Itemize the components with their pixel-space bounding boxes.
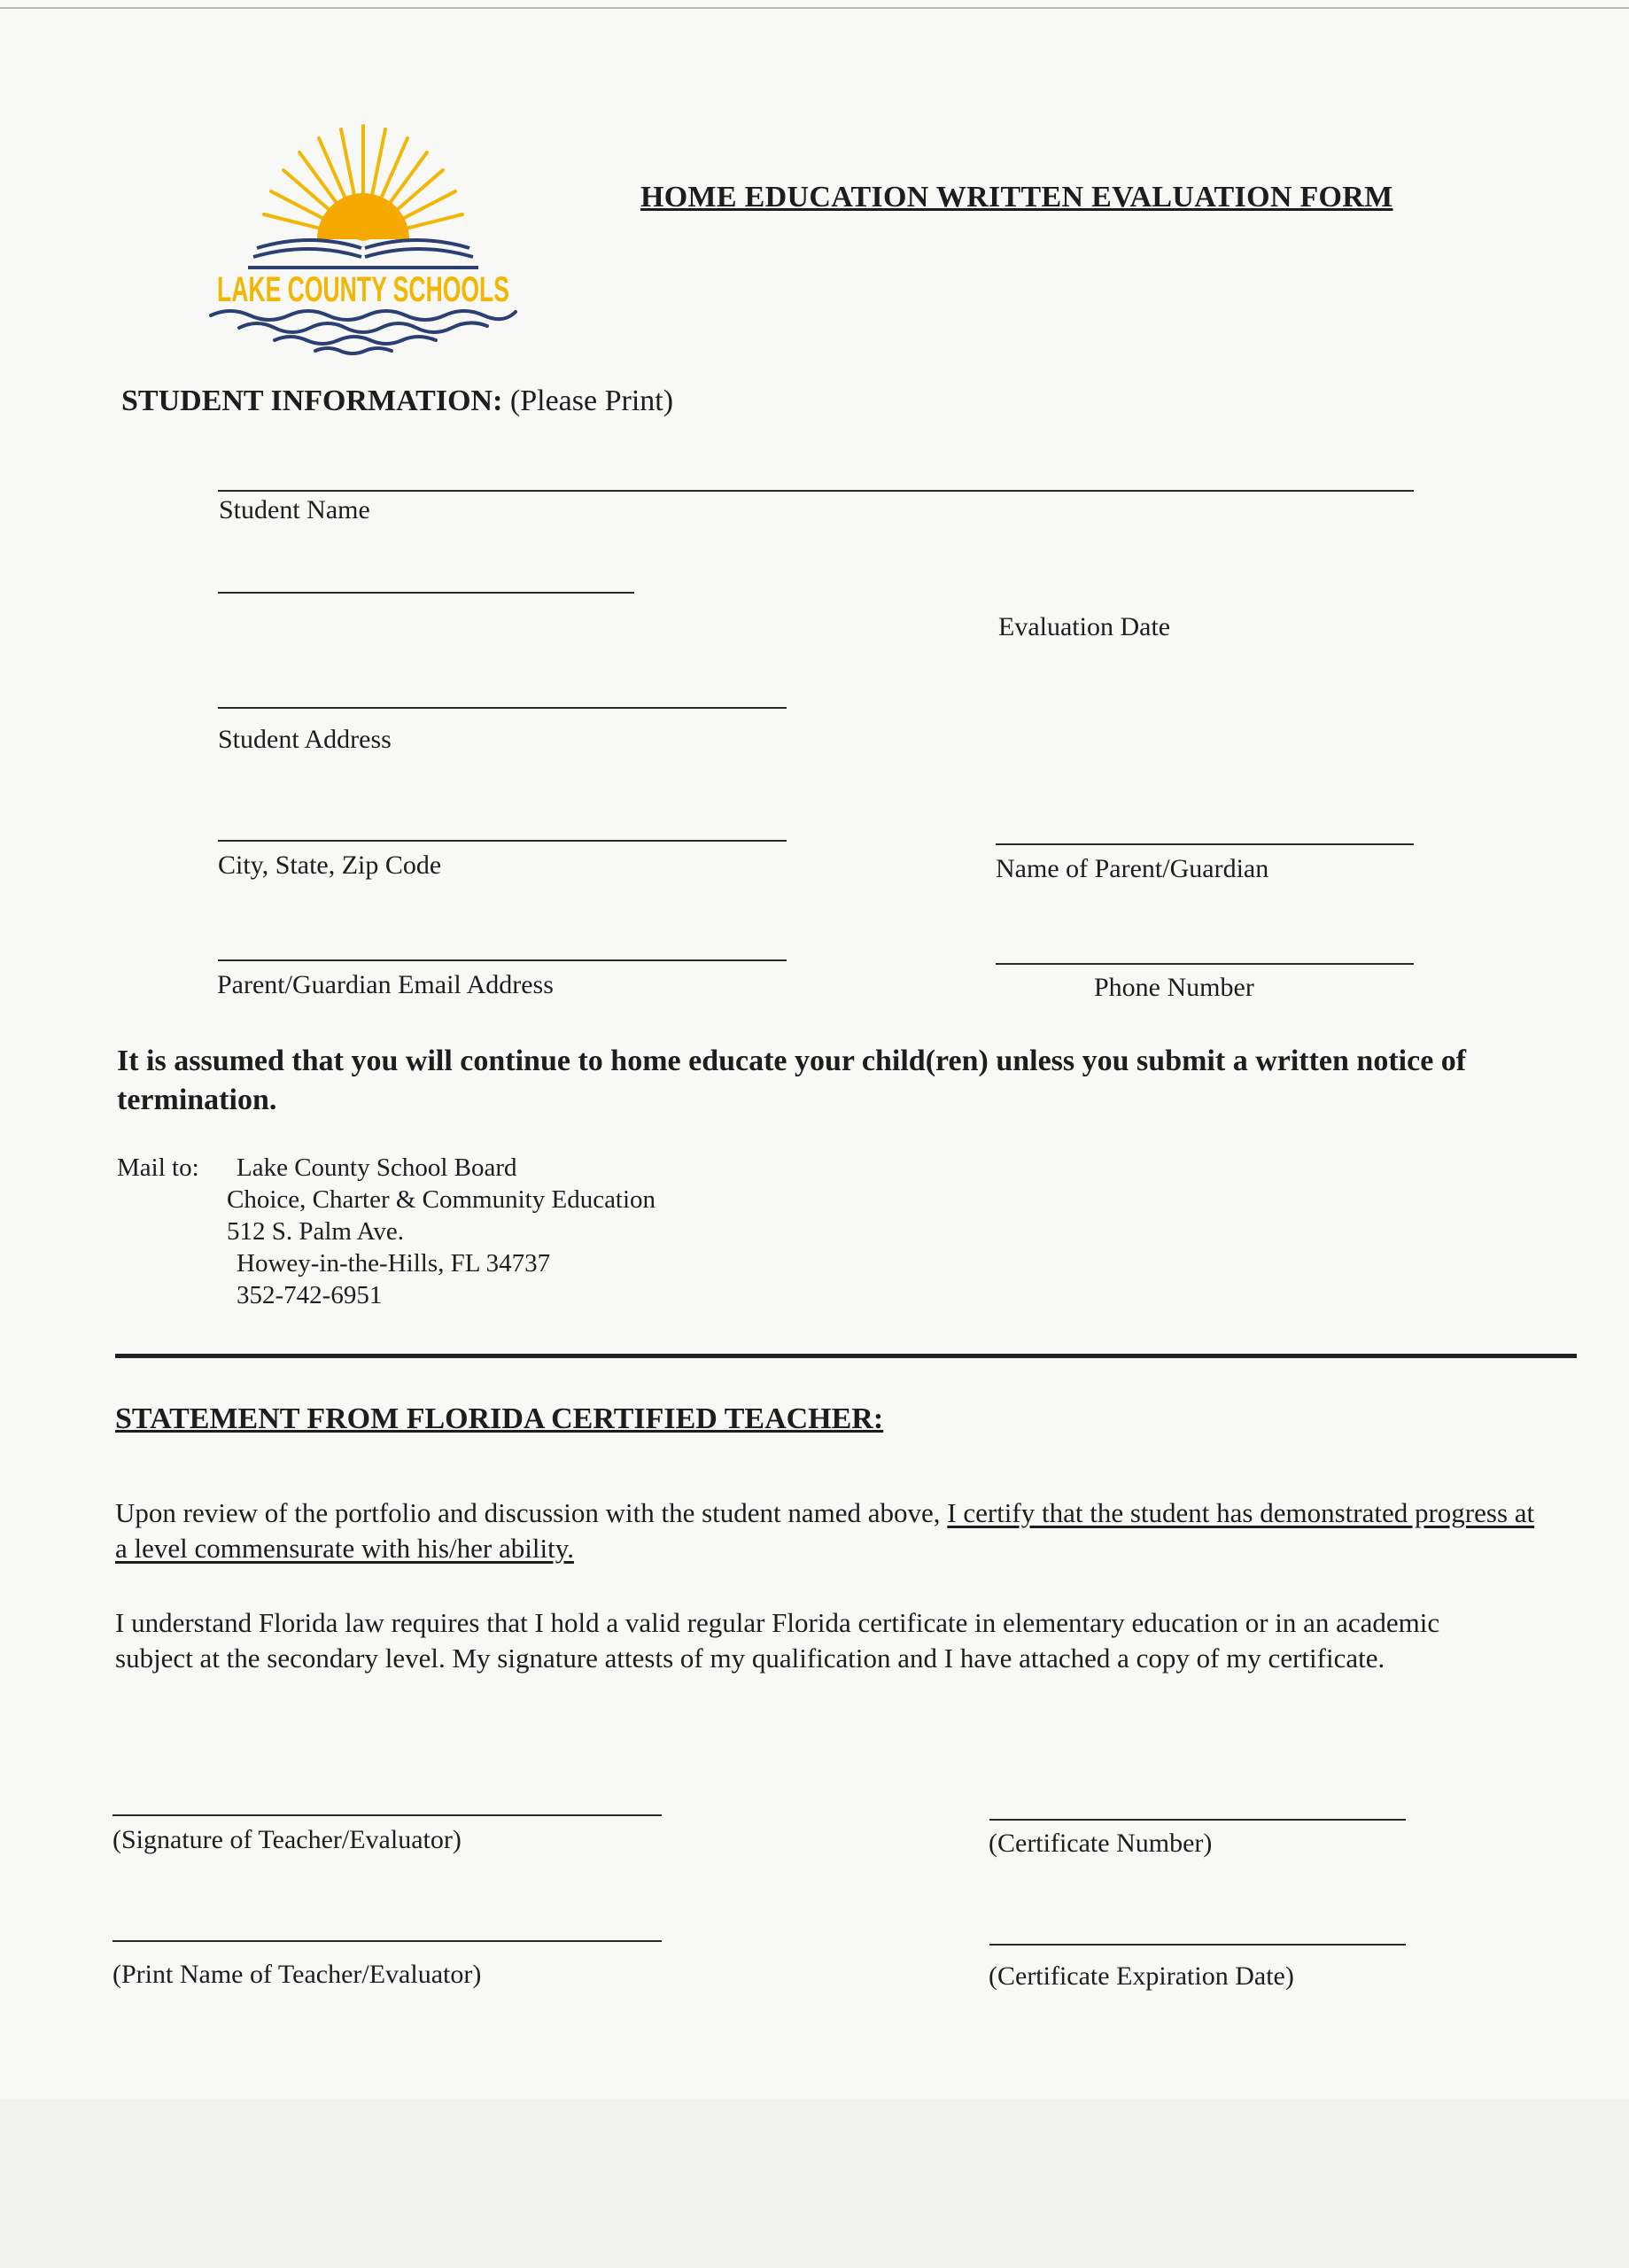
student-name-label: Student Name [219, 495, 370, 524]
certificate-number-label: (Certificate Number) [989, 1829, 1213, 1858]
evaluation-date-label: Evaluation Date [998, 612, 1171, 641]
student-info-heading-bold: STUDENT INFORMATION: [121, 384, 503, 417]
student-address-label: Student Address [218, 725, 392, 754]
certification-text: Upon review of the portfolio and discussion with the student named above, [115, 1497, 948, 1528]
mail-address-line-4: Howey-in-the-Hills, FL 34737 [237, 1249, 551, 1278]
print-name-line[interactable] [112, 1940, 662, 1942]
certification-paragraph [115, 1495, 1550, 1566]
parent-name-label: Name of Parent/Guardian [996, 854, 1269, 883]
section-divider [115, 1354, 1577, 1358]
phone-number-line[interactable] [996, 963, 1414, 965]
student-info-heading [121, 384, 673, 418]
certificate-number-line[interactable] [989, 1819, 1406, 1821]
certificate-expiration-line[interactable] [989, 1944, 1406, 1946]
evaluation-date-line[interactable] [218, 592, 634, 594]
signature-label: (Signature of Teacher/Evaluator) [112, 1825, 462, 1854]
mail-phone-number: 352-742-6951 [237, 1281, 383, 1309]
lake-county-schools-logo [204, 115, 523, 354]
scan-edge-bottom [0, 2100, 1629, 2268]
print-name-label: (Print Name of Teacher/Evaluator) [112, 1960, 482, 1989]
parent-email-label: Parent/Guardian Email Address [217, 970, 554, 999]
parent-email-line[interactable] [218, 959, 787, 961]
mail-address-line-2: Choice, Charter & Community Education [227, 1185, 656, 1214]
scan-edge-top [0, 7, 1629, 9]
water-waves-icon [211, 311, 516, 353]
certification-statement: I certify that the student has demonstrated progress at a level commensurate with his/her ability. [115, 1497, 1535, 1564]
phone-number-label: Phone Number [1094, 973, 1254, 1002]
student-address-line[interactable] [218, 707, 787, 709]
signature-line[interactable] [112, 1814, 662, 1816]
city-state-zip-label: City, State, Zip Code [218, 850, 442, 880]
student-name-line[interactable] [218, 490, 1414, 492]
logo-text: LAKE COUNTY SCHOOLS [217, 270, 509, 309]
open-book-icon [248, 240, 478, 268]
form-title: HOME EDUCATION WRITTEN EVALUATION FORM [640, 181, 1393, 214]
termination-notice: It is assumed that you will continue to home educate your child(ren) unless you submit a written notice of termination. [117, 1045, 1467, 1116]
mail-to-label: Mail to: [117, 1153, 199, 1182]
parent-name-line[interactable] [996, 843, 1414, 845]
sun-icon [317, 193, 409, 239]
certificate-expiration-label: (Certificate Expiration Date) [989, 1961, 1294, 1991]
mail-address-line-3: 512 S. Palm Ave. [227, 1217, 405, 1246]
city-state-zip-line[interactable] [218, 840, 787, 842]
mail-address-line-1: Lake County School Board [237, 1153, 517, 1182]
qualification-paragraph: I understand Florida law requires that I hold a valid regular Florida certificate in elementary education or in an academic subject at the secondary level. My signature attests of my qualification and I have attached a copy of my certificate. [115, 1607, 1440, 1674]
student-info-heading-note: (Please Print) [509, 384, 674, 417]
teacher-statement-heading: STATEMENT FROM FLORIDA CERTIFIED TEACHER: [115, 1402, 884, 1435]
